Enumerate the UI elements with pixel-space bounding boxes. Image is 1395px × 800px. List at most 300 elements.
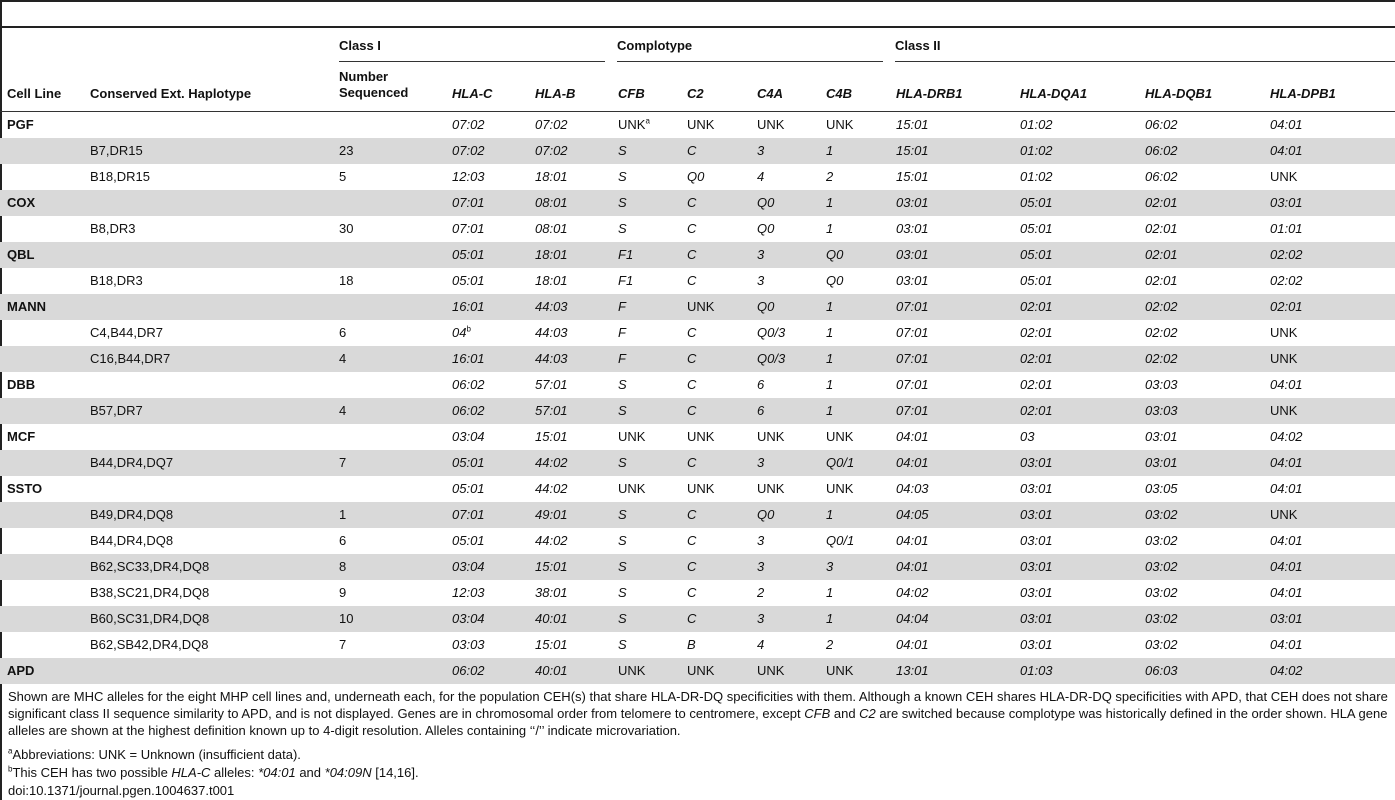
- cell-value: 3: [757, 455, 765, 470]
- cell-c2: [687, 268, 696, 294]
- cell-value: QBL: [7, 247, 35, 262]
- cell-value: S: [618, 169, 627, 184]
- cell-value: 05:01: [1020, 221, 1053, 236]
- cell-hla-b: [535, 164, 568, 190]
- cell-hla-dpb1: [1270, 580, 1303, 606]
- cell-value: 3: [757, 559, 765, 574]
- cell-c2: [687, 372, 696, 398]
- cell-value: 4: [757, 637, 765, 652]
- cell-value: C: [687, 585, 697, 600]
- cell-value: 05:01: [452, 455, 485, 470]
- cell-value: 07:01: [896, 299, 929, 314]
- cell-value: 7: [339, 455, 347, 470]
- cell-value: 04:01: [1270, 377, 1303, 392]
- cell-haplotype: [90, 346, 170, 372]
- cell-value: C16,B44,DR7: [90, 351, 171, 366]
- cell-number-sequenced: [339, 502, 346, 528]
- cell-value: UNK: [687, 663, 715, 678]
- cell-value: F: [618, 325, 626, 340]
- cell-value: 03:04: [452, 559, 485, 574]
- cell-value: 05:01: [1020, 195, 1053, 210]
- cell-value: 03:02: [1145, 611, 1178, 626]
- cell-hla-dqb1: [1145, 346, 1178, 372]
- cell-value: 03:02: [1145, 559, 1178, 574]
- cell-value: 03:01: [1020, 455, 1053, 470]
- cell-value: 6: [757, 403, 765, 418]
- cell-hla-b: [535, 112, 568, 138]
- table-row: [0, 138, 1395, 164]
- cell-value: 07:02: [535, 117, 568, 132]
- cell-value: 40:01: [535, 611, 568, 626]
- cell-value: S: [618, 637, 627, 652]
- cell-hla-dqa1: [1020, 632, 1053, 658]
- cell-value: 03:01: [1020, 533, 1053, 548]
- cell-c4b: [826, 138, 833, 164]
- cell-hla-c: [452, 216, 485, 242]
- cell-hla-c: [452, 450, 485, 476]
- cell-value: 4: [339, 351, 347, 366]
- cell-value: 1: [826, 507, 834, 522]
- cell-hla-dpb1: [1270, 372, 1303, 398]
- footnote-marker: b: [8, 764, 13, 774]
- cell-hla-c: [452, 372, 485, 398]
- cell-value: 15:01: [896, 143, 929, 158]
- cell-c4a: [757, 554, 764, 580]
- cell-value: UNK: [1270, 403, 1298, 418]
- cell-c4a: [757, 528, 764, 554]
- cell-hla-dqb1: [1145, 164, 1178, 190]
- cell-hla-dqb1: [1145, 242, 1178, 268]
- cell-haplotype: [90, 554, 209, 580]
- cell-value: UNK: [618, 429, 646, 444]
- col-header-hla-c: HLA-C: [452, 86, 493, 101]
- cell-value: 44:03: [535, 351, 568, 366]
- cell-value: 03:01: [1270, 195, 1303, 210]
- cell-hla-dpb1: [1270, 424, 1303, 450]
- table-row: [0, 398, 1395, 424]
- footnote-allele: *04:01: [258, 765, 296, 780]
- cell-c4a: [757, 164, 764, 190]
- cell-hla-dpb1: [1270, 242, 1303, 268]
- cell-c2: [687, 112, 714, 138]
- cell-value: 44:03: [535, 299, 568, 314]
- cell-hla-b: [535, 424, 568, 450]
- table-row: [0, 450, 1395, 476]
- cell-value: 4: [757, 169, 765, 184]
- cell-value: C: [687, 195, 697, 210]
- cell-hla-dpb1: [1270, 528, 1303, 554]
- cell-hla-dqa1: [1020, 242, 1053, 268]
- cell-hla-b: [535, 268, 568, 294]
- cell-value: B18,DR3: [90, 273, 143, 288]
- cell-hla-drb1: [896, 398, 929, 424]
- cell-value: 02:01: [1020, 351, 1053, 366]
- cell-c4b: [826, 398, 833, 424]
- cell-number-sequenced: [339, 138, 353, 164]
- cell-value: UNK: [826, 429, 854, 444]
- footnote-text: are switched because complotype was historically defined in the order shown. HLA gene alleles are shown at the highest definition known up to 4-digit resolution. Alleles containing ‘‘/’’ indicate microvariation.: [8, 706, 1388, 738]
- cell-value: 2: [826, 169, 834, 184]
- cell-value: 18:01: [535, 247, 568, 262]
- cell-c4b: [826, 632, 833, 658]
- cell-c4a: [757, 112, 784, 138]
- cell-value: 02:01: [1145, 195, 1178, 210]
- cell-hla-drb1: [896, 216, 929, 242]
- cell-cfb: [618, 164, 627, 190]
- cell-value: S: [618, 455, 627, 470]
- cell-cfb: [618, 320, 626, 346]
- cell-cfb: [618, 450, 627, 476]
- cell-cfb: [618, 658, 645, 684]
- cell-hla-dqb1: [1145, 606, 1178, 632]
- cell-value: 03:03: [452, 637, 485, 652]
- col-header-number-line2: Sequenced: [339, 85, 409, 100]
- cell-hla-dpb1: [1270, 190, 1303, 216]
- cell-hla-dpb1: [1270, 632, 1303, 658]
- cell-c4b: [826, 502, 833, 528]
- cell-value: UNK: [757, 429, 785, 444]
- cell-value: 13:01: [896, 663, 929, 678]
- cell-c4b: [826, 372, 833, 398]
- cell-value: 06:02: [452, 663, 485, 678]
- cell-value: C: [687, 455, 697, 470]
- cell-value: 15:01: [535, 637, 568, 652]
- cell-value: F: [618, 351, 626, 366]
- cell-value: 04:01: [1270, 533, 1303, 548]
- cell-value: 03:03: [1145, 377, 1178, 392]
- cell-hla-dpb1: [1270, 450, 1303, 476]
- cell-value: 05:01: [1020, 247, 1053, 262]
- cell-value: 02:01: [1020, 299, 1053, 314]
- cell-value: 1: [826, 403, 834, 418]
- cell-value: 1: [826, 143, 834, 158]
- cell-value: C: [687, 507, 697, 522]
- cell-hla-dqb1: [1145, 138, 1178, 164]
- cell-value: DBB: [7, 377, 36, 392]
- cell-hla-dqb1: [1145, 658, 1178, 684]
- cell-value: B44,DR4,DQ8: [90, 533, 174, 548]
- cell-hla-c: [452, 528, 485, 554]
- cell-c2: [687, 320, 696, 346]
- cell-hla-b: [535, 528, 568, 554]
- cell-hla-dqb1: [1145, 580, 1178, 606]
- cell-value: B8,DR3: [90, 221, 136, 236]
- cell-hla-b: [535, 450, 568, 476]
- cell-value: 8: [339, 559, 347, 574]
- cell-c4a: [757, 658, 784, 684]
- cell-value: UNK: [618, 663, 646, 678]
- cell-value: B62,SC33,DR4,DQ8: [90, 559, 210, 574]
- cell-hla-dqa1: [1020, 294, 1053, 320]
- cell-hla-drb1: [896, 658, 929, 684]
- cell-value: 04:04: [896, 611, 929, 626]
- cell-hla-dpb1: [1270, 476, 1303, 502]
- cell-hla-c: [452, 398, 485, 424]
- cell-c4a: [757, 580, 764, 606]
- cell-hla-drb1: [896, 242, 929, 268]
- cell-value: 03:01: [896, 221, 929, 236]
- cell-value: 04:01: [1270, 585, 1303, 600]
- cell-value: 3: [757, 143, 765, 158]
- group-class-i-rule: [339, 61, 605, 62]
- cell-hla-dqa1: [1020, 138, 1053, 164]
- cell-value: 06:02: [1145, 169, 1178, 184]
- cell-hla-b: [535, 476, 568, 502]
- cell-value: UNK: [826, 663, 854, 678]
- table-row: [0, 320, 1395, 346]
- cell-hla-dqb1: [1145, 450, 1178, 476]
- cell-value: 07:02: [452, 117, 485, 132]
- cell-c2: [687, 606, 696, 632]
- cell-hla-b: [535, 190, 568, 216]
- cell-cell-line: [7, 424, 35, 450]
- cell-hla-drb1: [896, 164, 929, 190]
- cell-value: 44:02: [535, 455, 568, 470]
- cell-value: UNK: [618, 117, 646, 132]
- cell-value: 05:01: [452, 247, 485, 262]
- cell-cfb: [618, 112, 650, 138]
- cell-c2: [687, 346, 696, 372]
- cell-hla-drb1: [896, 580, 929, 606]
- cell-hla-dqa1: [1020, 112, 1053, 138]
- col-header-haplotype: Conserved Ext. Haplotype: [90, 86, 252, 101]
- cell-value: C: [687, 143, 697, 158]
- cell-value: UNK: [757, 481, 785, 496]
- cell-hla-b: [535, 658, 568, 684]
- cell-hla-dqa1: [1020, 372, 1053, 398]
- cell-value: 02:02: [1270, 273, 1303, 288]
- cell-hla-c: [452, 502, 485, 528]
- cell-haplotype: [90, 632, 209, 658]
- table-top-rule: [0, 26, 1395, 28]
- cell-value: Q0: [757, 195, 775, 210]
- cell-hla-drb1: [896, 138, 929, 164]
- cell-value: 04:01: [1270, 637, 1303, 652]
- cell-haplotype: [90, 450, 173, 476]
- group-class-ii-rule: [895, 61, 1395, 62]
- table-row: [0, 164, 1395, 190]
- cell-value: 07:02: [452, 143, 485, 158]
- cell-hla-drb1: [896, 268, 929, 294]
- cell-hla-dqa1: [1020, 450, 1053, 476]
- cell-c4a: [757, 216, 774, 242]
- cell-value: S: [618, 559, 627, 574]
- cell-value: 03: [1020, 429, 1035, 444]
- cell-value: 2: [826, 637, 834, 652]
- cell-cfb: [618, 476, 645, 502]
- cell-value: C: [687, 221, 697, 236]
- cell-c4a: [757, 632, 764, 658]
- cell-c4b: [826, 294, 833, 320]
- cell-hla-drb1: [896, 502, 929, 528]
- cell-value: S: [618, 611, 627, 626]
- cell-value: 01:03: [1020, 663, 1053, 678]
- footnote-gene: HLA-C: [171, 765, 211, 780]
- cell-value: 15:01: [535, 559, 568, 574]
- cell-value: UNK: [757, 663, 785, 678]
- cell-hla-drb1: [896, 294, 929, 320]
- cell-value: S: [618, 195, 627, 210]
- cell-value: S: [618, 143, 627, 158]
- cell-value: UNK: [618, 481, 646, 496]
- cell-cell-line: [7, 372, 35, 398]
- cell-hla-dqa1: [1020, 216, 1053, 242]
- cell-hla-dqa1: [1020, 658, 1053, 684]
- col-header-number: [339, 69, 408, 101]
- cell-value: 44:03: [535, 325, 568, 340]
- table-row: [0, 112, 1395, 138]
- cell-value: 01:02: [1020, 143, 1053, 158]
- cell-hla-c: [452, 554, 485, 580]
- cell-value: 04: [452, 325, 467, 340]
- cell-value: 9: [339, 585, 347, 600]
- cell-value: S: [618, 533, 627, 548]
- cell-value: 1: [826, 221, 834, 236]
- table-row: [0, 658, 1395, 684]
- cell-hla-b: [535, 242, 568, 268]
- cell-number-sequenced: [339, 398, 346, 424]
- cell-hla-dqb1: [1145, 424, 1178, 450]
- cell-value: 02:01: [1145, 273, 1178, 288]
- cell-c2: [687, 554, 696, 580]
- cell-value: Q0: [826, 273, 844, 288]
- cell-c2: [687, 164, 704, 190]
- cell-value: 04:01: [1270, 143, 1303, 158]
- cell-value: UNK: [687, 481, 715, 496]
- cell-hla-dqa1: [1020, 268, 1053, 294]
- table-row: [0, 190, 1395, 216]
- cell-hla-drb1: [896, 554, 929, 580]
- cell-haplotype: [90, 606, 209, 632]
- table-row: [0, 242, 1395, 268]
- cell-hla-drb1: [896, 450, 929, 476]
- table-row: [0, 372, 1395, 398]
- cell-hla-dpb1: [1270, 216, 1303, 242]
- cell-c2: [687, 216, 696, 242]
- cell-value: 3: [757, 533, 765, 548]
- cell-value: 03:03: [1145, 403, 1178, 418]
- cell-value: UNK: [687, 299, 715, 314]
- cell-hla-dqb1: [1145, 294, 1178, 320]
- cell-value: 03:02: [1145, 585, 1178, 600]
- cell-hla-dqa1: [1020, 502, 1053, 528]
- cell-c4a: [757, 606, 764, 632]
- cell-hla-drb1: [896, 476, 929, 502]
- cell-value: 03:01: [896, 195, 929, 210]
- cell-cfb: [618, 268, 633, 294]
- cell-value: 03:01: [896, 247, 929, 262]
- cell-value: 04:02: [1270, 663, 1303, 678]
- cell-value: 3: [757, 273, 765, 288]
- cell-value: 1: [826, 377, 834, 392]
- cell-hla-dqb1: [1145, 398, 1178, 424]
- cell-value: COX: [7, 195, 36, 210]
- cell-hla-dqb1: [1145, 216, 1178, 242]
- cell-value: 07:01: [452, 195, 485, 210]
- cell-cell-line: [7, 242, 34, 268]
- footnote-marker: a: [645, 116, 650, 126]
- cell-value: 15:01: [896, 169, 929, 184]
- cell-c4b: [826, 346, 833, 372]
- cell-value: 18:01: [535, 169, 568, 184]
- cell-c2: [687, 138, 696, 164]
- cell-value: 05:01: [452, 273, 485, 288]
- cell-hla-dqa1: [1020, 398, 1053, 424]
- cell-value: 03:02: [1145, 637, 1178, 652]
- cell-hla-dqb1: [1145, 502, 1178, 528]
- cell-cfb: [618, 632, 627, 658]
- table-row: [0, 502, 1395, 528]
- cell-value: 04:01: [1270, 117, 1303, 132]
- cell-hla-dpb1: [1270, 112, 1303, 138]
- cell-c4a: [757, 138, 764, 164]
- cell-value: Q0: [757, 299, 775, 314]
- cell-value: S: [618, 377, 627, 392]
- cell-hla-dqa1: [1020, 554, 1053, 580]
- cell-hla-dqa1: [1020, 528, 1053, 554]
- cell-hla-dpb1: [1270, 658, 1303, 684]
- col-header-cell-line: Cell Line: [7, 86, 62, 101]
- cell-c4a: [757, 242, 764, 268]
- cell-value: 06:02: [452, 403, 485, 418]
- cell-value: 3: [757, 611, 765, 626]
- cell-c2: [687, 502, 696, 528]
- cell-c2: [687, 580, 696, 606]
- cell-value: APD: [7, 663, 35, 678]
- cell-value: 03:01: [1020, 637, 1053, 652]
- cell-haplotype: [90, 138, 143, 164]
- cell-value: 44:02: [535, 481, 568, 496]
- top-border: [0, 0, 1395, 2]
- cell-value: 03:04: [452, 429, 485, 444]
- cell-value: C: [687, 247, 697, 262]
- cell-value: 04:01: [896, 533, 929, 548]
- cell-number-sequenced: [339, 216, 353, 242]
- cell-hla-dpb1: [1270, 320, 1297, 346]
- col-header-hla-dqa1: HLA-DQA1: [1020, 86, 1088, 101]
- cell-hla-b: [535, 632, 568, 658]
- cell-value: Q0: [687, 169, 705, 184]
- cell-hla-c: [452, 580, 485, 606]
- cell-c4a: [757, 190, 774, 216]
- table-body: [0, 112, 1395, 684]
- cell-value: C4,B44,DR7: [90, 325, 163, 340]
- footnote-gene-c2: C2: [859, 706, 876, 721]
- cell-hla-drb1: [896, 320, 929, 346]
- cell-value: 44:02: [535, 533, 568, 548]
- doi-link[interactable]: doi:10.1371/journal.pgen.1004637.t001: [8, 783, 235, 798]
- cell-haplotype: [90, 398, 143, 424]
- cell-value: 02:01: [1145, 247, 1178, 262]
- footnote-marker: b: [466, 324, 471, 334]
- cell-haplotype: [90, 320, 163, 346]
- cell-value: 1: [826, 325, 834, 340]
- cell-value: UNK: [1270, 507, 1298, 522]
- cell-number-sequenced: [339, 346, 346, 372]
- cell-value: B: [687, 637, 696, 652]
- footnote-gene-cfb: CFB: [804, 706, 831, 721]
- col-header-hla-dqb1: HLA-DQB1: [1145, 86, 1213, 101]
- cell-hla-c: [452, 268, 485, 294]
- cell-value: 12:03: [452, 169, 485, 184]
- cell-hla-c: [452, 320, 471, 346]
- cell-value: UNK: [687, 429, 715, 444]
- cell-value: 03:01: [1020, 585, 1053, 600]
- cell-value: S: [618, 507, 627, 522]
- cell-value: 07:02: [535, 143, 568, 158]
- cell-hla-b: [535, 398, 568, 424]
- footnote-a: [8, 746, 1395, 763]
